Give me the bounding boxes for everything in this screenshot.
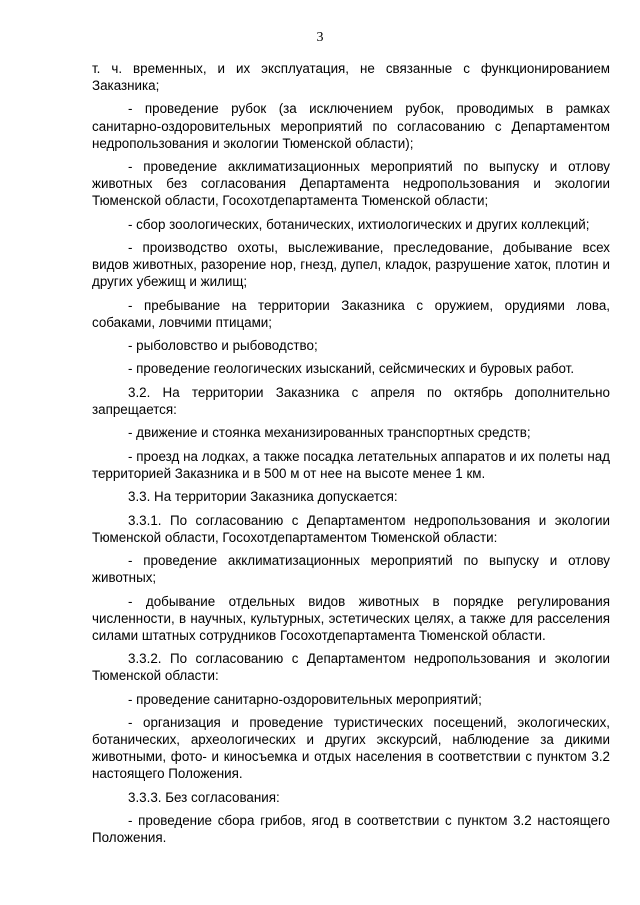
- list-item: - рыболовство и рыбоводство;: [128, 338, 318, 354]
- section-clause: 3.3.3. Без согласования:: [128, 789, 280, 805]
- list-item: - сбор зоологических, ботанических, ихтиологических и других коллекций;: [128, 216, 590, 232]
- list-item: - проведение санитарно-оздоровительных мероприятий;: [128, 691, 482, 707]
- list-item: - пребывание на территории Заказника с оружием, орудиями лова, собаками, ловчими птицами;: [92, 297, 610, 330]
- list-item: - производство охоты, выслеживание, преследование, добывание всех видов животных, разорение нор, гнезд, дупел, кладок, разрушение хаток, плотин и других убежищ и жилищ;: [92, 240, 610, 290]
- list-item: - организация и проведение туристических посещений, экологических, ботанических, археологических и других экскурсий, наблюдение за дикими животными, фото- и киносъемка и отдых населения в соответствии с пунктом 3.2 настоящего Положения.: [92, 715, 610, 782]
- section-clause: 3.3.1. По согласованию с Департаментом недропользования и экологии Тюменской области, Госохотдепартаментом Тюменской области:: [92, 512, 610, 545]
- list-item: - добывание отдельных видов животных в порядке регулирования численности, в научных, культурных, эстетических целях, а также для расселения силами штатных сотрудников Госохотдепартамента Тюменской области.: [92, 593, 610, 643]
- paragraph: т. ч. временных, и их эксплуатация, не связанные с функционированием Заказника;: [92, 61, 610, 94]
- section-clause: 3.2. На территории Заказника с апреля по октябрь дополнительно запрещается:: [92, 384, 610, 417]
- list-item: - движение и стоянка механизированных транспортных средств;: [128, 425, 531, 441]
- list-item: - проведение рубок (за исключением рубок, проводимых в рамках санитарно-оздоровительных мероприятий по согласованию с Департаментом недропользования и экологии Тюменской области);: [92, 101, 610, 151]
- page-number: 3: [316, 30, 324, 45]
- section-clause: 3.3.2. По согласованию с Департаментом недропользования и экологии Тюменской области:: [92, 651, 610, 684]
- document-body: [92, 60, 610, 853]
- list-item: - проведение сбора грибов, ягод в соответствии с пунктом 3.2 настоящего Положения.: [92, 813, 610, 846]
- section-clause: 3.3. На территории Заказника допускается:: [128, 489, 398, 505]
- list-item: - проведение акклиматизационных мероприятий по выпуску и отлову животных;: [92, 553, 610, 586]
- list-item: - проведение геологических изысканий, сейсмических и буровых работ.: [128, 361, 575, 377]
- list-item: - проезд на лодках, а также посадка летательных аппаратов и их полеты над территорией Заказника и в 500 м от нее на высоте менее 1 км.: [92, 448, 610, 481]
- list-item: - проведение акклиматизационных мероприятий по выпуску и отлову животных без согласования Департамента недропользования и экологии Тюменской области, Госохотдепартамента Тюменской области;: [92, 159, 610, 209]
